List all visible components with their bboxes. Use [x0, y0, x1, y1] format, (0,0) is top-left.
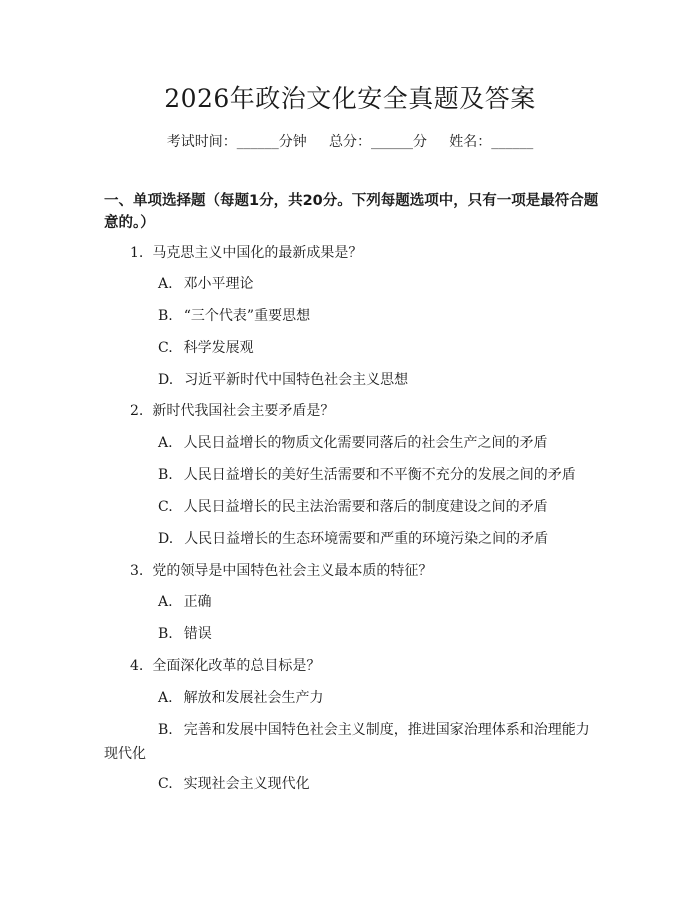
question-1-option-d	[158, 370, 408, 390]
option-letter: A.	[158, 435, 173, 451]
option-letter: A.	[158, 276, 173, 292]
option-text: 正确	[183, 594, 212, 610]
question-4-option-c	[158, 774, 310, 794]
question-3-option-a	[158, 592, 212, 612]
question-2-option-a	[158, 433, 548, 453]
option-text: 人民日益增长的美好生活需要和不平衡不充分的发展之间的矛盾	[183, 467, 576, 483]
question-text: 马克思主义中国化的最新成果是？	[152, 245, 363, 261]
option-letter: D.	[158, 531, 174, 547]
option-text: 错误	[183, 626, 212, 642]
option-letter: A.	[158, 594, 173, 610]
question-text: 全面深化改革的总目标是？	[152, 658, 321, 674]
option-letter: B.	[158, 467, 173, 483]
option-text: 习近平新时代中国特色社会主义思想	[184, 372, 409, 388]
question-1-option-a	[158, 274, 254, 294]
option-text: 实现社会主义现代化	[183, 776, 310, 792]
question-1-option-b	[158, 306, 310, 326]
question-number: 4.	[130, 658, 144, 674]
question-1-option-c	[158, 338, 254, 358]
option-letter: C.	[158, 340, 173, 356]
option-letter: B.	[158, 722, 173, 738]
exam-info-line: 考试时间：______分钟 总分：______分 姓名：______	[166, 134, 534, 150]
option-text: 人民日益增长的生态环境需要和严重的环境污染之间的矛盾	[184, 531, 549, 547]
option-text: 人民日益增长的物质文化需要同落后的社会生产之间的矛盾	[183, 435, 548, 451]
option-text: 科学发展观	[183, 340, 254, 356]
option-letter: C.	[158, 499, 173, 515]
section-header: 一、单项选择题（每题1分，共20分。下列每题选项中，只有一项是最符合题意的。）	[104, 193, 599, 231]
question-number: 2.	[130, 403, 144, 419]
option-text: 邓小平理论	[183, 276, 254, 292]
question-2	[130, 401, 334, 421]
option-letter: C.	[158, 776, 173, 792]
question-2-option-b	[158, 465, 576, 485]
question-4	[130, 656, 320, 676]
option-text: 人民日益增长的民主法治需要和落后的制度建设之间的矛盾	[183, 499, 548, 515]
question-2-option-c	[158, 497, 548, 517]
question-4-option-a	[158, 688, 324, 708]
question-3-option-b	[158, 624, 212, 644]
question-4-option-b	[104, 718, 600, 766]
option-text: “三个代表”重要思想	[183, 308, 311, 324]
question-3	[130, 561, 432, 581]
option-letter: A.	[158, 690, 173, 706]
option-letter: B.	[158, 308, 173, 324]
option-text: 完善和发展中国特色社会主义制度，推进国家治理体系和治理能力现代化	[104, 722, 590, 762]
question-2-option-d	[158, 529, 548, 549]
option-letter: B.	[158, 626, 173, 642]
question-text: 党的领导是中国特色社会主义最本质的特征？	[152, 563, 433, 579]
option-letter: D.	[158, 372, 174, 388]
question-number: 3.	[130, 563, 144, 579]
question-number: 1.	[130, 245, 144, 261]
question-text: 新时代我国社会主要矛盾是？	[152, 403, 335, 419]
option-text: 解放和发展社会生产力	[183, 690, 324, 706]
page-title: 2026年政治文化安全真题及答案	[164, 84, 536, 113]
question-1	[130, 243, 362, 263]
